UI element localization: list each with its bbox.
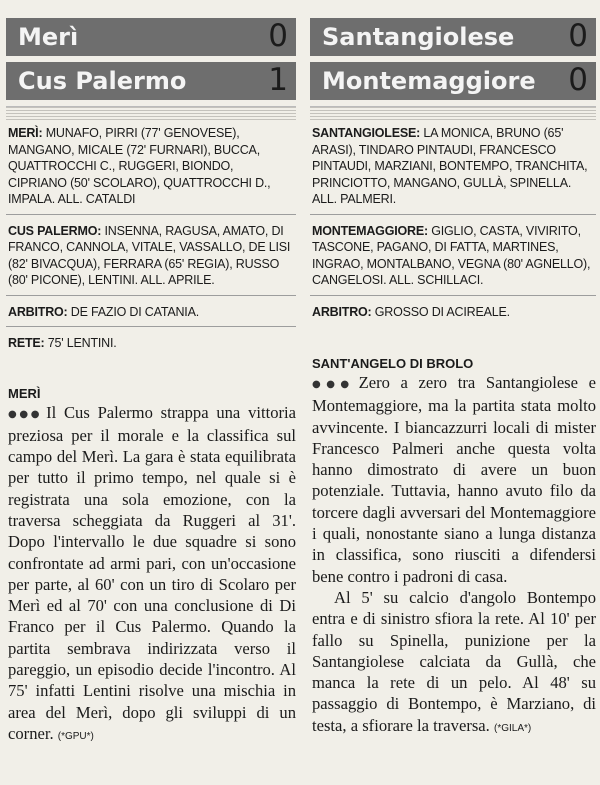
team-bar-home [6,18,296,56]
article-kicker: MERÌ [8,385,41,401]
lineup-home [6,121,296,215]
team-bar-away [310,62,596,100]
team-score: 0 [268,18,288,54]
bullet-dots-icon: ●●● [312,379,355,390]
article-body [8,402,296,748]
team-score: 1 [268,62,288,98]
team-name: Montemaggiore [322,67,536,95]
article-paragraph: Zero a zero tra Santangiolese e Montemaggiore, ma la partita stata molto avvincente. I biancazzurri locali di mister Francesco Palmeri anche questa volta hanno dimostrato di avere un buon potenziale. Tuttavia, hanno avuto filo da torcere dagli avversari del Montemaggiore i quali, nonostante siano a lunga distanza in classifica, sono riusciti a difendersi bene contro i padroni di casa. [312,373,596,586]
team-name: Merì [18,23,79,51]
lineup-label: MERÌ: [8,126,43,140]
goals-text: 75' LENTINI. [44,336,117,350]
lineup-text: INSENNA, RAGUSA, AMATO, DI FRANCO, CANNOLA, VITALE, VASSALLO, DE LISI (82' BIVACQUA), FERRARA (65' REGIA), RUSSO (80' PICONE), LENTINI. ALL. APRILE. [8,223,291,287]
team-bar-away [6,62,296,100]
divider-stripe [310,106,596,121]
bullet-dots-icon: ●●● [8,408,43,420]
lineup-text: GIGLIO, CASTA, VIVIRITO, TASCONE, PAGANO, DI FATTA, MARTINES, INGRAO, MONTALBANO, VEGNA (80' AGNELLO), CANGELOSI. ALL. SCHILLACI. [312,223,591,287]
match-box-meri-cus-palermo [6,18,296,747]
team-name: Cus Palermo [18,67,187,95]
referee-label: ARBITRO: [8,304,68,319]
match-box-santangiolese-montemaggiore [310,18,596,739]
team-score: 0 [568,62,588,98]
divider-stripe [6,106,296,121]
team-score: 0 [568,18,588,54]
team-name: Santangiolese [322,23,515,51]
referee-line [310,296,596,327]
referee-text: DE FAZIO DI CATANIA. [67,304,199,319]
article-text: Il Cus Palermo strappa una vittoria preziosa per il morale e la classifica sul campo del Merì. La gara è stata equilibrata per tutto il primo tempo, nel quale si è registrata una sola emozione, con la traversa scheggiata da Ruggeri al 31'. Dopo l'intervallo le due squadre si sono confrontate ad armi pari, con un'occasione per parte, al 60' con un tiro di Scolaro per Merì ed al 70' con una conclusione di Di Franco per il Cus Palermo. Quando la partita sembrava indirizzata verso il pareggio, un episodio decide l'incontro. Al 75' infatti Lentini risolve una mischia in area del Merì, dopo gli sviluppi di un corner. [8,402,296,743]
referee-text: GROSSO DI ACIREALE. [371,304,510,319]
article-kicker: SANT'ANGELO DI BROLO [312,356,474,371]
lineup-label: CUS PALERMO: [8,223,102,238]
team-bar-home [310,18,596,56]
article-body [312,372,596,739]
lineup-away [6,215,296,296]
referee-line [6,296,296,328]
author-signature: (*GPU*) [57,730,94,742]
article-paragraph: Al 5' su calcio d'angolo Bontempo entra e di sinistro sfiora la rete. Al 10' per fallo su Spinella, punizione per la Santangiolese calciata da Gullà, che manca la rete di un pelo. Al 48' su passaggio di Bontempo, è Marziano, di testa, a sfiorare la traversa. [312,587,596,735]
goals-line [6,327,296,352]
goals-label: RETE: [8,336,45,350]
lineup-label: MONTEMAGGIORE: [312,223,428,238]
author-signature: (*GILA*) [493,722,532,734]
lineup-away [310,215,596,296]
lineup-text: MUNAFO, PIRRI (77' GENOVESE), MANGANO, MICALE (72' FURNARI), BUCCA, QUATTROCCHI C., RUGGERI, BIONDO, CIPRIANO (50' SCOLARO), QUATTROCCHI D., IMPALA. ALL. CATALDI [8,126,271,206]
referee-label: ARBITRO: [312,304,372,319]
lineup-text: LA MONICA, BRUNO (65' ARASI), TINDARO PINTAUDI, FRANCESCO PINTAUDI, MARZIANI, BONTEMPO, TRANCHITA, PRINCIOTTO, MANGANO, GULLÀ, SPINELLA. ALL. PALMERI. [312,126,588,206]
lineup-label: SANTANGIOLESE: [312,126,421,140]
lineup-home [310,121,596,215]
